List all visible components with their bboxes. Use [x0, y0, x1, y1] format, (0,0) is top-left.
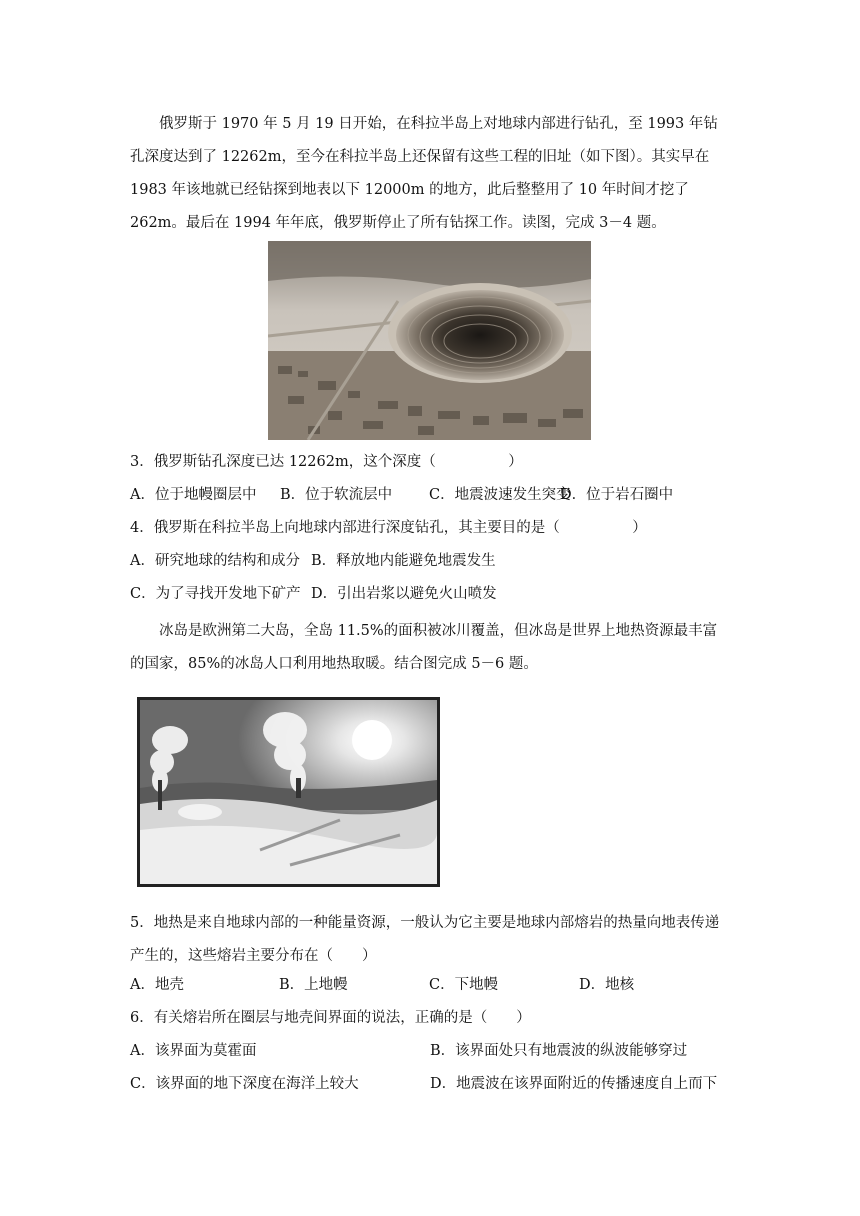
q4-option-c[interactable]: C．为了寻找开发地下矿产 [130, 586, 301, 602]
q4-option-d[interactable]: D．引出岩浆以避免火山喷发 [311, 586, 497, 602]
question-5-stem: 5．地热是来自地球内部的一种能量资源，一般认为它主要是地球内部熔岩的热量向地表传递产生的，这些熔岩主要分布在（ ） [130, 915, 720, 964]
q6-option-d[interactable]: D．地震波在该界面附近的传播速度自上而下 [430, 1076, 718, 1092]
q4-option-b[interactable]: B．释放地内能避免地震发生 [311, 553, 496, 569]
q3-option-a[interactable]: A．位于地幔圈层中 [130, 487, 257, 503]
q4-option-a[interactable]: A．研究地球的结构和成分 [130, 553, 300, 569]
question-4-options-ab [130, 549, 496, 570]
question-6-options-cd [130, 1072, 730, 1093]
question-5-options [130, 973, 634, 994]
q3-option-c[interactable]: C．地震波速发生突变 [429, 487, 571, 503]
question-3-options [130, 483, 673, 504]
passage-iceland: 冰岛是欧洲第二大岛，全岛 11.5%的面积被冰川覆盖，但冰岛是世界上地热资源最丰富的国家，85%的冰岛人口利用地热取暖。结合图完成 5－6 题。 [130, 623, 718, 672]
question-3-stem: 3．俄罗斯钻孔深度已达 12262m，这个深度（ ） [130, 454, 523, 470]
q6-option-b[interactable]: B．该界面处只有地震波的纵波能够穿过 [430, 1043, 688, 1059]
question-6-options-ab [130, 1039, 730, 1060]
question-6-stem: 6．有关熔岩所在圈层与地壳间界面的说法，正确的是（ ） [130, 1010, 531, 1026]
q6-option-c[interactable]: C．该界面的地下深度在海洋上较大 [130, 1076, 359, 1092]
q3-option-b[interactable]: B．位于软流层中 [280, 487, 393, 503]
q5-option-a[interactable]: A．地壳 [130, 977, 184, 993]
kola-mine-photo [268, 241, 591, 440]
q5-option-d[interactable]: D．地核 [579, 977, 635, 993]
q3-option-d[interactable]: D．位于岩石圈中 [560, 487, 674, 503]
passage-kola: 俄罗斯于 1970 年 5 月 19 日开始，在科拉半岛上对地球内部进行钻孔，至 1993 年钻孔深度达到了 12262m，至今在科拉半岛上还保留有这些工程的旧址（如下图）。其实早在 1983 年该地就已经钻探到地表以下 12000m 的地方，此后整整用了 10 年时间才挖了 262m。最后在 1994 年年底，俄罗斯停止了所有钻探工作。读图，完成 3－4 题。 [130, 116, 718, 231]
q5-option-c[interactable]: C．下地幔 [429, 977, 499, 993]
q5-option-b[interactable]: B．上地幔 [279, 977, 348, 993]
question-4-options-cd [130, 582, 497, 603]
question-4-stem: 4．俄罗斯在科拉半岛上向地球内部进行深度钻孔，其主要目的是（ ） [130, 520, 647, 536]
iceland-geothermal-photo [137, 697, 440, 887]
q6-option-a[interactable]: A．该界面为莫霍面 [130, 1043, 257, 1059]
